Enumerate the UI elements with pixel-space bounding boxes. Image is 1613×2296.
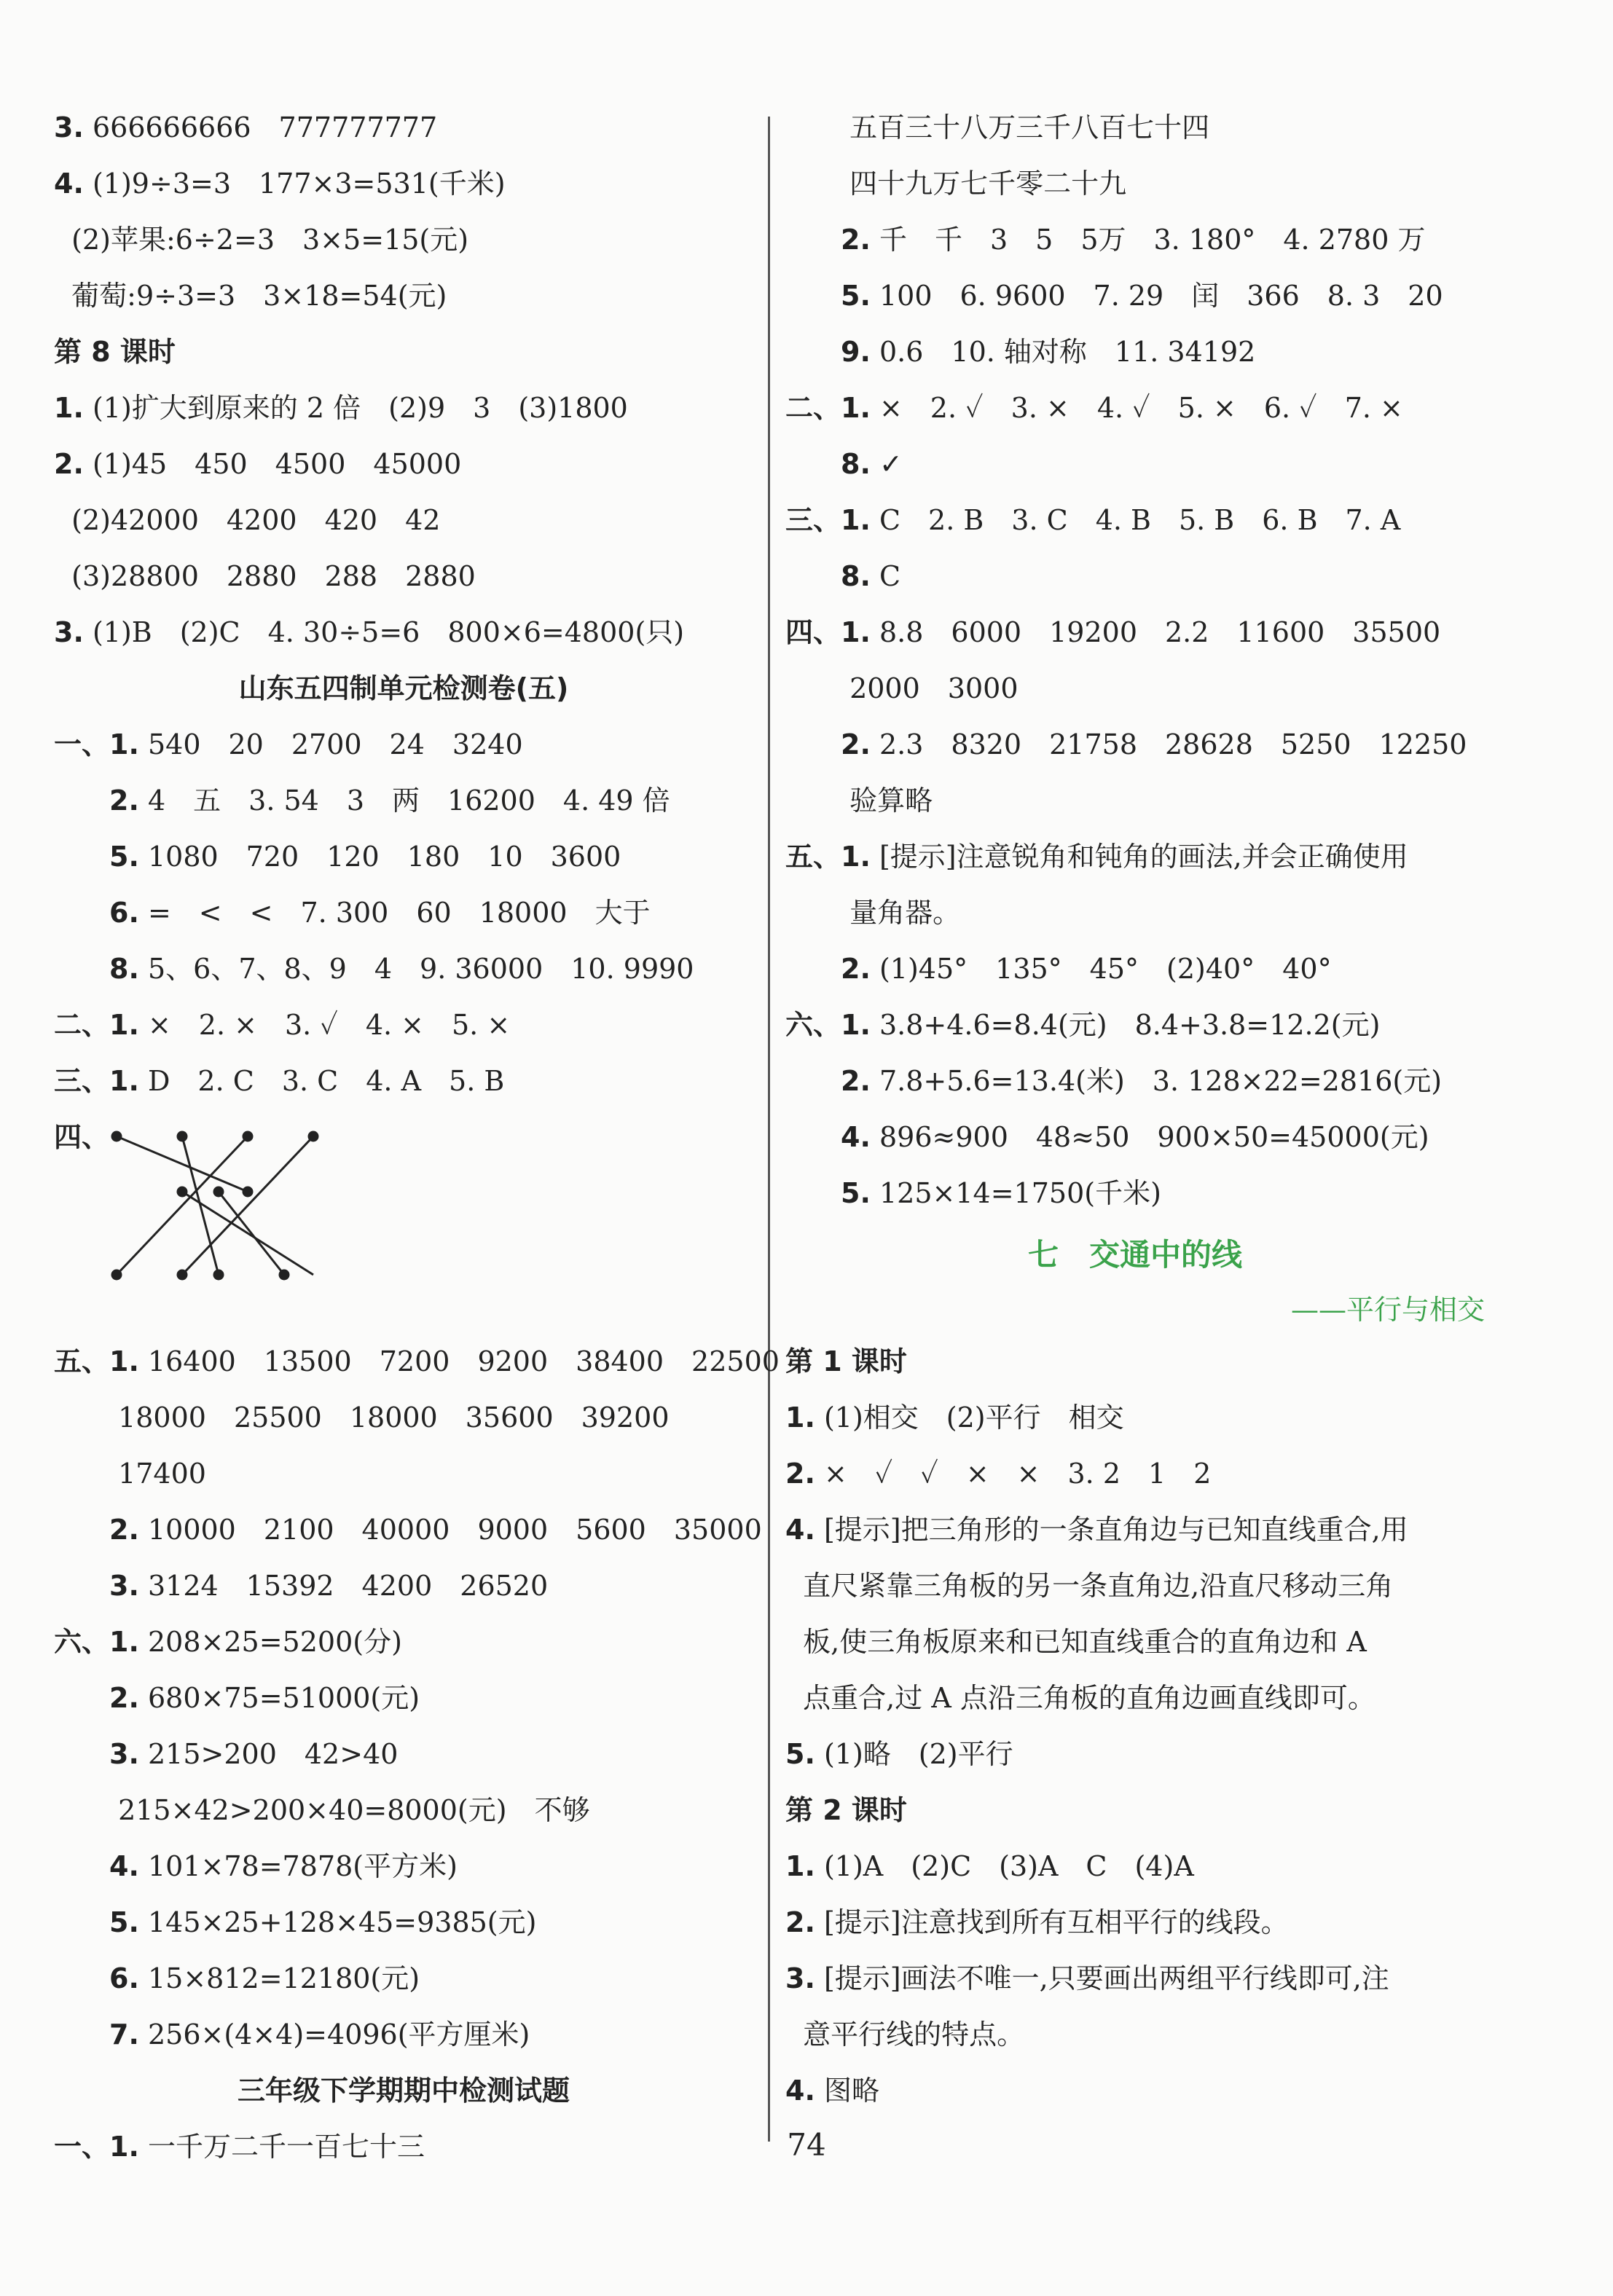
item-number: 8.	[785, 560, 871, 592]
item-number: 2.	[54, 785, 139, 817]
answer-text: D 2. C 3. C 4. A 5. B	[138, 1065, 505, 1097]
answer-line	[54, 1063, 504, 1099]
answer-line	[54, 782, 670, 819]
item-number: 二、1.	[785, 392, 871, 424]
match-dot	[214, 1187, 223, 1196]
answer-text: × 2. ✓ 3. × 4. ✓ 5. × 6. ✓ 7. ×	[870, 392, 1403, 424]
match-dot	[214, 1270, 223, 1279]
answer-text: 540 20 2700 24 3240	[138, 728, 523, 760]
answer-text: 意平行线的特点。	[785, 2018, 1025, 2051]
test-title: 山东五四制单元检测卷(五)	[238, 672, 569, 704]
item-number: 1.	[785, 1401, 815, 1434]
answer-line	[54, 1960, 420, 1997]
answer-text: 直尺紧靠三角板的另一条直角边,沿直尺移动三角	[785, 1570, 1394, 1602]
answer-line	[785, 1624, 1367, 1660]
answer-line	[785, 614, 1440, 650]
answer-text: 2000 3000	[785, 672, 1019, 704]
item-number: 7.	[54, 2018, 139, 2051]
answer-line	[785, 558, 900, 594]
answer-text: (1)扩大到原来的 2 倍 (2)9 3 (3)1800	[83, 392, 628, 424]
answer-text: 8.8 6000 19200 2.2 11600 35500	[870, 616, 1441, 648]
item-number: 五、1.	[54, 1345, 139, 1377]
answer-line	[785, 278, 1443, 314]
match-dot	[243, 1187, 252, 1196]
answer-text: (1)9÷3=3 177×3=531(千米)	[83, 168, 506, 200]
answer-text: [提示]注意锐角和钝角的画法,并会正确使用	[870, 841, 1408, 873]
answer-line	[54, 1904, 536, 1941]
page-number: 74	[787, 2127, 826, 2163]
match-dot	[178, 1132, 187, 1141]
item-number: 9.	[785, 336, 871, 368]
answer-line	[54, 1680, 420, 1716]
answer-line	[785, 1904, 1289, 1941]
match-dot	[280, 1270, 289, 1279]
answer-line	[54, 390, 628, 426]
answer-line	[785, 446, 903, 482]
item-number: 2.	[785, 1065, 871, 1097]
item-number: 2.	[785, 1906, 815, 1938]
answer-text: 板,使三角板原来和已知直线重合的直角边和 A	[785, 1626, 1367, 1658]
answer-text: [提示]注意找到所有互相平行的线段。	[815, 1906, 1289, 1938]
answer-text: 666666666 777777777	[83, 111, 438, 144]
answer-line	[54, 1455, 206, 1492]
answer-text: 256×(4×4)=4096(平方厘米)	[138, 2018, 530, 2051]
lesson-heading: 第 1 课时	[785, 1345, 907, 1377]
answer-line	[54, 1848, 458, 1884]
answer-line	[54, 895, 651, 931]
answer-line	[54, 1792, 590, 1828]
item-number: 8.	[785, 448, 871, 480]
answer-line	[785, 838, 1408, 875]
item-number: 8.	[54, 953, 139, 985]
answer-text: 3.8+4.6=8.4(元) 8.4+3.8=12.2(元)	[870, 1009, 1381, 1041]
item-number: 6.	[54, 897, 139, 929]
answer-line	[54, 109, 437, 146]
answer-text: × ✓ ✓ × × 3. 2 1 2	[815, 1458, 1212, 1490]
answer-line	[785, 1007, 1380, 1043]
answer-line	[785, 1848, 1194, 1884]
answer-line	[54, 2016, 530, 2053]
answer-line	[785, 1455, 1211, 1492]
item-number: 5.	[785, 1177, 871, 1209]
item-number: 三、1.	[785, 504, 871, 536]
match-line	[117, 1136, 248, 1192]
item-number: 3.	[54, 111, 84, 144]
answer-text: C 2. B 3. C 4. B 5. B 6. B 7. A	[870, 504, 1401, 536]
answer-line	[54, 951, 694, 987]
answer-text: 量角器。	[785, 897, 961, 929]
answer-text: 17400	[54, 1458, 206, 1490]
answer-line	[54, 726, 523, 763]
item-number: 6.	[54, 1962, 139, 1994]
answer-text: 1080 720 120 180 10 3600	[138, 841, 621, 873]
match-line	[219, 1192, 284, 1275]
answer-text: [提示]把三角形的一条直角边与已知直线重合,用	[815, 1514, 1408, 1546]
answer-line	[785, 1960, 1389, 1997]
answer-line	[785, 390, 1403, 426]
answer-text: 16400 13500 7200 9200 38400 22500	[138, 1345, 780, 1377]
answer-line	[785, 1568, 1393, 1604]
answer-text: 5、6、7、8、9 4 9. 36000 10. 9990	[138, 953, 694, 985]
item-number: 2.	[785, 728, 871, 760]
item-number: 2.	[785, 1458, 815, 1490]
answer-text: 点重合,过 A 点沿三角板的直角边画直线即可。	[785, 1682, 1375, 1714]
answer-line	[785, 782, 933, 819]
answer-text: 图略	[815, 2075, 879, 2107]
answer-text: 五百三十八万三千八百七十四	[785, 111, 1210, 144]
match-dot	[243, 1132, 252, 1141]
answer-text: (1)45 450 4500 45000	[83, 448, 462, 480]
item-number: 5.	[785, 1738, 815, 1770]
item-number: 5.	[54, 841, 139, 873]
answer-text: × 2. × 3. ✓ 4. × 5. ×	[138, 1009, 511, 1041]
match-dot	[178, 1270, 187, 1279]
answer-text: 葡萄:9÷3=3 3×18=54(元)	[54, 280, 447, 312]
item-number: 4.	[54, 168, 84, 200]
item-number: 2.	[785, 224, 871, 256]
answer-text: 一千万二千一百七十三	[138, 2131, 425, 2163]
item-number: 3.	[785, 1962, 815, 1994]
item-number: 4.	[54, 1850, 139, 1882]
match-dot	[112, 1270, 121, 1279]
answer-line	[785, 895, 960, 931]
answer-text: 208×25=5200(分)	[138, 1626, 402, 1658]
answer-line	[54, 1119, 109, 1155]
lesson-heading: 第 2 课时	[785, 1794, 907, 1826]
item-number: 2.	[54, 1514, 139, 1546]
answer-line	[54, 558, 476, 594]
answer-text: 四十九万七千零二十九	[785, 168, 1127, 200]
answer-text: (1)相交 (2)平行 相交	[815, 1401, 1124, 1434]
answer-text: (1)B (2)C 4. 30÷5=6 800×6=4800(只)	[83, 616, 685, 648]
match-dot	[178, 1187, 187, 1196]
item-number: 2.	[54, 1682, 139, 1714]
answer-text: 7.8+5.6=13.4(米) 3. 128×22=2816(元)	[870, 1065, 1443, 1097]
item-number: 4.	[785, 2075, 815, 2107]
answer-text: (1)A (2)C (3)A C (4)A	[815, 1850, 1194, 1882]
answer-line	[785, 221, 1426, 258]
item-number: 5.	[54, 1906, 139, 1938]
item-number: 四、1.	[785, 616, 871, 648]
answer-line	[54, 165, 506, 202]
section-subtitle: ——平行与相交	[1290, 1294, 1485, 1326]
match-line	[117, 1136, 248, 1275]
answer-text: 896≈900 48≈50 900×50=45000(元)	[870, 1121, 1429, 1153]
answer-text: 215×42>200×40=8000(元) 不够	[54, 1794, 590, 1826]
lesson-heading: 第 8 课时	[54, 336, 176, 368]
answer-text: 15×812=12180(元)	[138, 1962, 420, 1994]
item-number: 3.	[54, 1570, 139, 1602]
answer-text: ✓	[870, 448, 903, 480]
answer-line	[785, 2016, 1024, 2053]
answer-text: C	[870, 560, 901, 592]
answer-line	[785, 1063, 1442, 1099]
item-number: 4.	[785, 1121, 871, 1153]
answer-text: 100 6. 9600 7. 29 闰 366 8. 3 20	[870, 280, 1443, 312]
item-number: 3.	[54, 1738, 139, 1770]
answer-text: (1)略 (2)平行	[815, 1738, 1013, 1770]
answer-line	[54, 1007, 510, 1043]
item-number: 5.	[785, 280, 871, 312]
answer-text: 2.3 8320 21758 28628 5250 12250	[870, 728, 1467, 760]
answer-line	[54, 502, 440, 538]
item-number: 六、1.	[54, 1626, 139, 1658]
match-dot	[309, 1132, 318, 1141]
item-number: 六、1.	[785, 1009, 871, 1041]
answer-line	[54, 278, 447, 314]
item-number: 1.	[54, 392, 84, 424]
match-line	[182, 1136, 313, 1275]
answer-text: = < < 7. 300 60 18000 大于	[138, 897, 651, 929]
answer-text: (2)42000 4200 420 42	[54, 504, 441, 536]
answer-text: 101×78=7878(平方米)	[138, 1850, 458, 1882]
answer-line	[785, 726, 1467, 763]
answer-line	[785, 1399, 1124, 1436]
answer-text: 10000 2100 40000 9000 5600 35000	[138, 1514, 762, 1546]
answer-line	[785, 1680, 1375, 1716]
answer-text: 680×75=51000(元)	[138, 1682, 420, 1714]
answer-line	[785, 951, 1332, 987]
test-title: 三年级下学期期中检测试题	[237, 2075, 570, 2107]
item-number: 一、1.	[54, 2131, 139, 2163]
answer-text: 0.6 10. 轴对称 11. 34192	[870, 336, 1256, 368]
answer-text: 215>200 42>40	[138, 1738, 399, 1770]
column-divider	[768, 117, 770, 2142]
answer-text: 18000 25500 18000 35600 39200	[54, 1401, 670, 1434]
item-number: 2.	[785, 953, 871, 985]
answer-line	[785, 1511, 1408, 1548]
item-number: 1.	[785, 1850, 815, 1882]
answer-line	[54, 446, 461, 482]
answer-text: [提示]画法不唯一,只要画出两组平行线即可,注	[815, 1962, 1389, 1994]
answer-line	[54, 1736, 398, 1772]
answer-text: 验算略	[785, 785, 933, 817]
answer-text: 4 五 3. 54 3 两 16200 4. 49 倍	[138, 785, 670, 817]
answer-line	[785, 165, 1126, 202]
answer-line	[785, 2072, 879, 2109]
match-dot	[112, 1132, 121, 1141]
answer-line	[54, 614, 684, 650]
answer-line	[785, 670, 1019, 707]
item-number: 3.	[54, 616, 84, 648]
answer-line	[54, 1399, 670, 1436]
answer-line	[785, 1119, 1429, 1155]
section-title: 七 交通中的线	[1027, 1237, 1242, 1273]
answer-text: (3)28800 2880 288 2880	[54, 560, 476, 592]
answer-line	[785, 502, 1400, 538]
answer-line	[785, 109, 1209, 146]
matching-diagram	[102, 1122, 423, 1311]
item-number: 三、1.	[54, 1065, 139, 1097]
answer-line	[54, 1568, 548, 1604]
item-number: 五、1.	[785, 841, 871, 873]
item-number: 一、1.	[54, 728, 139, 760]
answer-line	[54, 1343, 780, 1380]
answer-line	[54, 1511, 762, 1548]
answer-line	[54, 1624, 402, 1660]
item-number: 2.	[54, 448, 84, 480]
answer-line	[54, 221, 468, 258]
answer-text: 125×14=1750(千米)	[870, 1177, 1161, 1209]
item-number: 四、	[54, 1121, 110, 1153]
answer-line	[54, 838, 621, 875]
answer-text: 145×25+128×45=9385(元)	[138, 1906, 537, 1938]
item-number: 二、1.	[54, 1009, 139, 1041]
answer-line	[785, 334, 1255, 370]
answer-text: 千 千 3 5 5万 3. 180° 4. 2780 万	[870, 224, 1426, 256]
answer-text: (2)苹果:6÷2=3 3×5=15(元)	[54, 224, 469, 256]
answer-text: 3124 15392 4200 26520	[138, 1570, 549, 1602]
answer-text: (1)45° 135° 45° (2)40° 40°	[870, 953, 1332, 985]
answer-line	[785, 1736, 1013, 1772]
answer-line	[785, 1175, 1161, 1211]
item-number: 4.	[785, 1514, 815, 1546]
